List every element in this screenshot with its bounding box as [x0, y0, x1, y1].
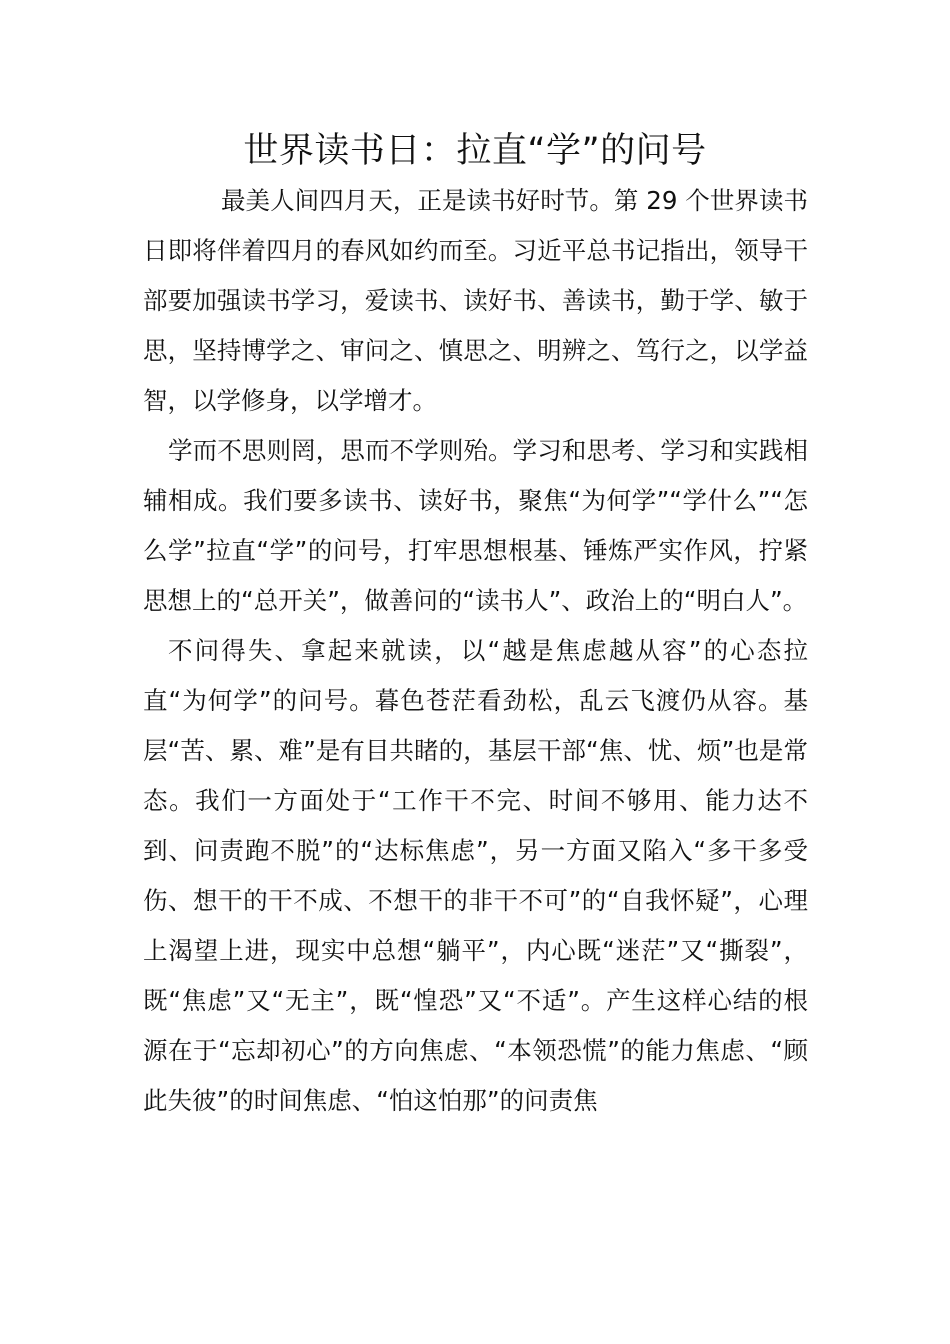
document-body [143, 176, 808, 1126]
paragraph-3: 不问得失、拿起来就读，以“越是焦虑越从容”的心态拉直“为何学”的问号。暮色苍茫看劲松，乱云飞渡仍从容。基层“苦、累、难”是有目共睹的，基层干部“焦、忧、烦”也是常态。我们一方面处于“工作干不完、时间不够用、能力达不到、问责跑不脱”的“达标焦虑”，另一方面又陷入“多干多受伤、想干的干不成、不想干的非干不可”的“自我怀疑”，心理上渴望上进，现实中总想“躺平”，内心既“迷茫”又“撕裂”，既“焦虑”又“无主”，既“惶恐”又“不适”。产生这样心结的根源在于“忘却初心”的方向焦虑、“本领恐慌”的能力焦虑、“顾此失彼”的时间焦虑、“怕这怕那”的问责焦 [143, 636, 808, 1115]
document-title: 世界读书日：拉直“学”的问号 [243, 131, 707, 171]
paragraph-2: 学而不思则罔，思而不学则殆。学习和思考、学习和实践相辅相成。我们要多读书、读好书，聚焦“为何学”“学什么”“怎么学”拉直“学”的问号，打牢思想根基、锤炼严实作风，拧紧思想上的“总开关”，做善问的“读书人”、政治上的“明白人”。 [143, 436, 808, 615]
paragraph-1: 最美人间四月天，正是读书好时节。第 29 个世界读书日即将伴着四月的春风如约而至。习近平总书记指出，领导干部要加强读书学习，爱读书、读好书、善读书，勤于学、敏于思，坚持博学之、审问之、慎思之、明辨之、笃行之，以学益智，以学修身，以学增才。 [143, 186, 808, 415]
